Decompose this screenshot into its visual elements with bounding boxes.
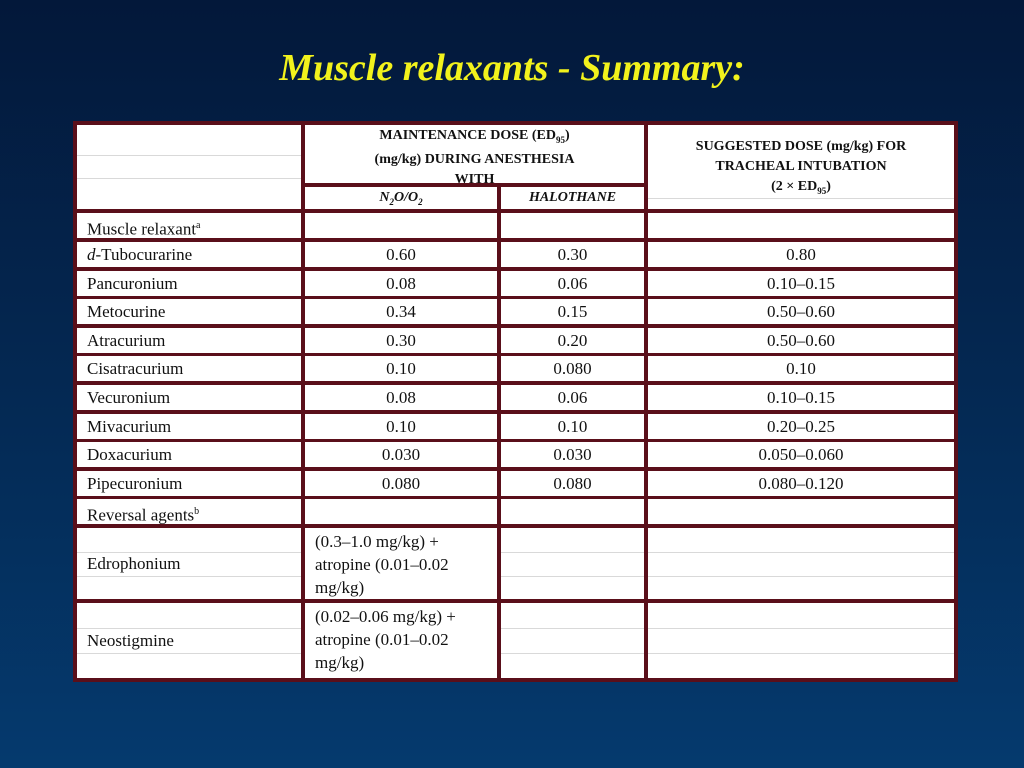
dose-intubation: 0.50–0.60: [648, 299, 954, 324]
dose-halothane: 0.15: [501, 299, 644, 324]
drug-name-text: Cisatracurium: [87, 359, 184, 379]
dose-halothane: 0.06: [501, 385, 644, 410]
drug-name: [77, 471, 301, 496]
empty-cell: [501, 499, 644, 524]
empty-cell: [648, 499, 954, 524]
empty-cell: [648, 603, 954, 678]
header-suggested-dose: SUGGESTED DOSE (mg/kg) FOR TRACHEAL INTUBATION $(2 \times ED_{95})$: [648, 125, 954, 209]
empty-cell: [501, 213, 644, 238]
dose-halothane: 0.30: [501, 242, 644, 267]
drug-name: [77, 328, 301, 353]
empty-cell: [501, 528, 644, 599]
dose-halothane: 0.080: [501, 471, 644, 496]
drug-name-text: -Tubocurarine: [95, 245, 193, 264]
dose-halothane: 0.10: [501, 414, 644, 439]
drug-name-text: Mivacurium: [87, 416, 172, 436]
empty-cell: [305, 213, 497, 238]
column-header-halothane: HALOTHANE: [501, 187, 644, 209]
dose-n2o-o2: 0.080: [305, 471, 497, 496]
header-blank-cell: [77, 125, 301, 209]
dose-halothane: 0.080: [501, 356, 644, 381]
drug-name-prefix: d: [87, 245, 96, 264]
header-maintenance-dose: MAINTENANCE DOSE $(ED_{95})$ (mg/kg) DURING ANESTHESIA WITH: [305, 125, 644, 183]
drug-name: [77, 385, 301, 410]
drug-name-text: Doxacurium: [87, 445, 172, 465]
dose-intubation: 0.080–0.120: [648, 471, 954, 496]
dose-n2o-o2: 0.08: [305, 271, 497, 296]
reversal-agent-dose: (0.3–1.0 mg/kg) + atropine (0.01–0.02 mg/kg): [305, 528, 497, 599]
section-label-reversal-agents: Reversal agents$^b$: [77, 499, 301, 524]
dose-n2o-o2: 0.10: [305, 414, 497, 439]
drug-name: [77, 414, 301, 439]
slide-title: Muscle relaxants - Summary:: [279, 47, 745, 89]
dose-halothane: 0.20: [501, 328, 644, 353]
drug-name-text: Pipecuronium: [87, 473, 183, 493]
drug-name-text: Atracurium: [87, 330, 166, 350]
dose-n2o-o2: 0.08: [305, 385, 497, 410]
drug-name: [77, 299, 301, 324]
drug-name: [77, 356, 301, 381]
dose-intubation: 0.20–0.25: [648, 414, 954, 439]
drug-name-text: Pancuronium: [87, 273, 178, 293]
dose-intubation: 0.80: [648, 242, 954, 267]
dose-intubation: 0.10–0.15: [648, 385, 954, 410]
drug-name: [77, 271, 301, 296]
reversal-agent-name: Edrophonium: [77, 528, 301, 599]
dose-halothane: 0.030: [501, 442, 644, 467]
dose-table: [73, 121, 958, 682]
dose-intubation: 0.10–0.15: [648, 271, 954, 296]
dose-n2o-o2: 0.30: [305, 328, 497, 353]
empty-cell: [305, 499, 497, 524]
section-label-muscle-relaxant: Muscle relaxant$^a$: [77, 213, 301, 238]
dose-n2o-o2: 0.34: [305, 299, 497, 324]
dose-n2o-o2: 0.10: [305, 356, 497, 381]
reversal-agent-dose: (0.02–0.06 mg/kg) + atropine (0.01–0.02 mg/kg): [305, 603, 497, 678]
dose-intubation: 0.10: [648, 356, 954, 381]
dose-halothane: 0.06: [501, 271, 644, 296]
reversal-agent-name: Neostigmine: [77, 603, 301, 678]
drug-name: [77, 242, 301, 267]
drug-name: [77, 442, 301, 467]
empty-cell: [501, 603, 644, 678]
dose-n2o-o2: 0.60: [305, 242, 497, 267]
empty-cell: [648, 213, 954, 238]
column-header-n2o-o2: $N_2O/O_2$: [305, 187, 497, 209]
dose-n2o-o2: 0.030: [305, 442, 497, 467]
dose-intubation: 0.50–0.60: [648, 328, 954, 353]
dose-intubation: 0.050–0.060: [648, 442, 954, 467]
drug-name-text: Metocurine: [87, 302, 166, 322]
empty-cell: [648, 528, 954, 599]
drug-name-text: Vecuronium: [87, 388, 171, 407]
